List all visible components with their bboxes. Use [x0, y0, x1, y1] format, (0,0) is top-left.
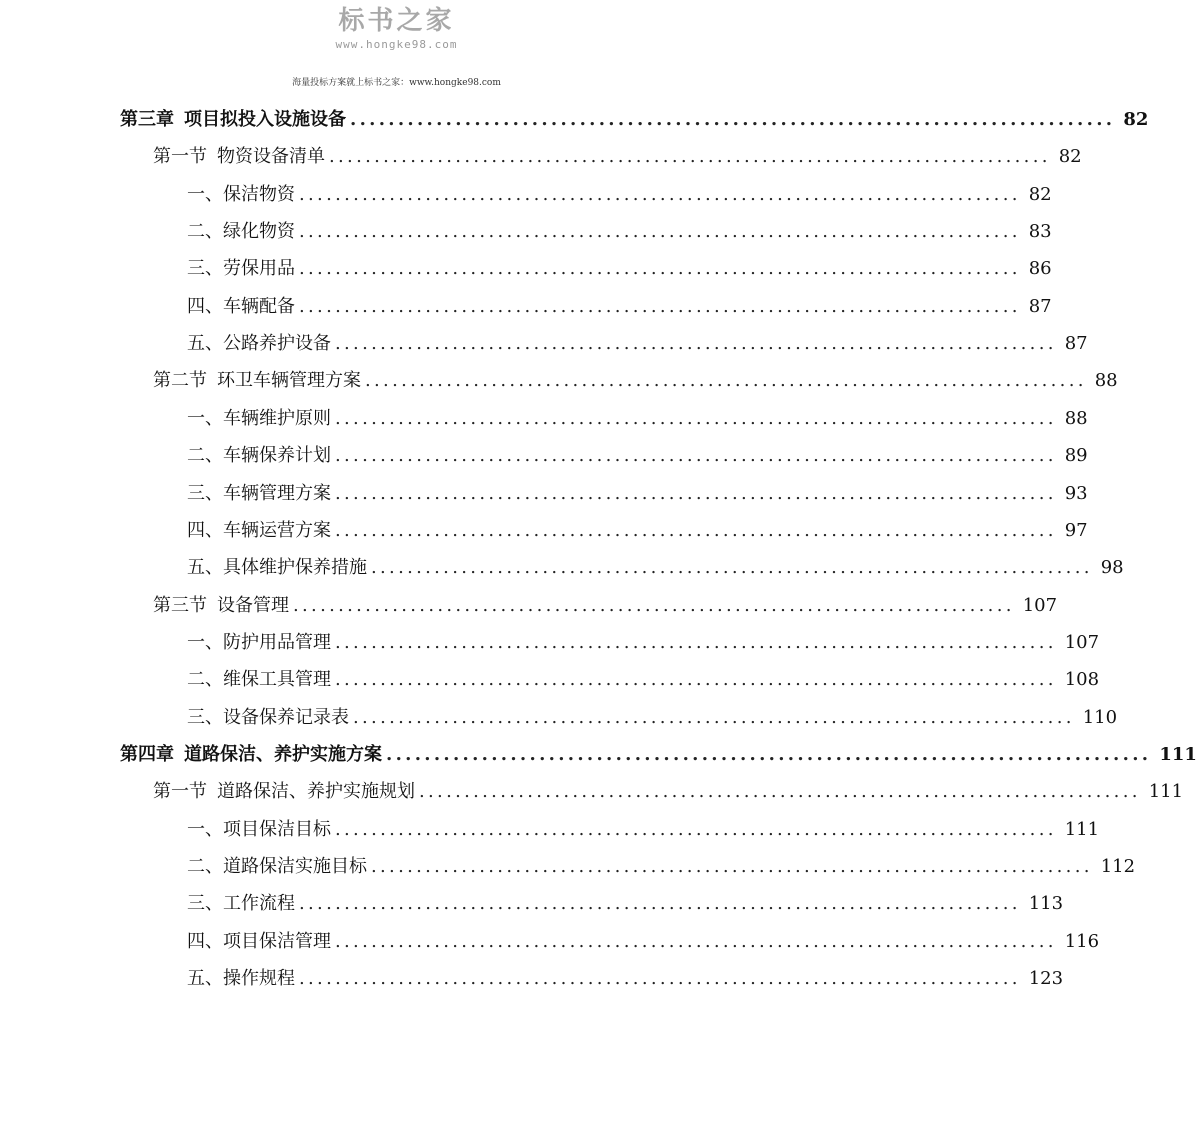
toc-dot-leader: ................................................................................: [335, 519, 1057, 541]
toc-dot-leader: ................................................................................: [299, 968, 1021, 990]
toc-dot-leader: ................................................................................: [371, 856, 1093, 877]
toc-entry-item[interactable]: [187, 213, 1052, 250]
toc-entry-title: 工作流程: [223, 893, 295, 915]
toc-entry-item[interactable]: [187, 848, 1136, 885]
toc-entry-title: 劳保用品: [223, 258, 295, 280]
toc-page-number: 98: [1100, 557, 1124, 579]
toc-entry-number: 五、: [187, 968, 223, 990]
toc-dot-leader: ................................................................................: [335, 445, 1057, 467]
toc-entry-item[interactable]: [187, 250, 1052, 287]
toc-page-number: 111: [1064, 818, 1100, 840]
toc-entry-title: 车辆管理方案: [223, 482, 331, 504]
toc-entry-title: 物资设备清单: [217, 146, 325, 168]
toc-page-number: 87: [1028, 295, 1052, 317]
toc-entry-number: 三、: [187, 258, 223, 280]
toc-page-number: 112: [1100, 856, 1136, 877]
toc-entry-chapter[interactable]: [120, 101, 1149, 138]
toc-entry-section[interactable]: [153, 362, 1118, 399]
toc-entry-section[interactable]: [153, 138, 1082, 175]
toc-entry-title: 车辆保养计划: [223, 445, 331, 467]
toc-entry-number: 二、: [187, 445, 223, 467]
toc-page-number: 82: [1123, 109, 1149, 130]
toc-entry-title: 设备管理: [217, 594, 289, 616]
toc-entry-title: 防护用品管理: [223, 631, 331, 653]
toc-entry-item[interactable]: [187, 475, 1088, 512]
toc-entry-number: 第三节: [153, 594, 207, 616]
toc-dot-leader: ................................................................................: [299, 258, 1021, 280]
toc-entry-item[interactable]: [187, 699, 1118, 736]
toc-entry-item[interactable]: [187, 437, 1088, 474]
toc-entry-title: 保洁物资: [223, 183, 295, 205]
toc-dot-leader: ................................................................................: [365, 370, 1087, 392]
toc-entry-title: 道路保洁实施目标: [223, 856, 367, 877]
toc-dot-leader: ................................................................................: [299, 295, 1021, 317]
toc-dot-leader: ................................................................................: [299, 893, 1021, 915]
toc-entry-section[interactable]: [153, 773, 1184, 810]
toc-entry-number: 五、: [187, 557, 223, 579]
toc-entry-title: 车辆运营方案: [223, 519, 331, 541]
toc-entry-number: 五、: [187, 333, 223, 355]
toc-entry-number: 第三章: [120, 109, 174, 130]
toc-entry-number: 第一节: [153, 781, 207, 803]
toc-entry-item[interactable]: [187, 661, 1100, 698]
toc-entry-number: 二、: [187, 221, 223, 243]
toc-entry-title: 项目保洁目标: [223, 818, 331, 840]
logo-name: 标书之家: [338, 6, 455, 36]
toc-page-number: 123: [1028, 968, 1064, 990]
toc-entry-item[interactable]: [187, 960, 1064, 997]
toc-entry-number: 二、: [187, 669, 223, 691]
site-logo: [0, 6, 793, 52]
toc-entry-item[interactable]: [187, 624, 1100, 661]
toc-entry-number: 一、: [187, 183, 223, 205]
toc-entry-number: 二、: [187, 856, 223, 877]
toc-dot-leader: ................................................................................: [353, 706, 1075, 728]
toc-page-number: 110: [1082, 706, 1118, 728]
toc-page-number: 107: [1064, 631, 1100, 653]
toc-entry-title: 道路保洁、养护实施规划: [217, 781, 415, 803]
toc-page-number: 83: [1028, 221, 1052, 243]
toc-page-number: 107: [1022, 594, 1058, 616]
toc-entry-item[interactable]: [187, 176, 1052, 213]
toc-dot-leader: ................................................................................: [335, 669, 1057, 691]
toc-page-number: 88: [1094, 370, 1118, 392]
toc-dot-leader: ................................................................................: [329, 146, 1051, 168]
toc-dot-leader: ................................................................................: [335, 631, 1057, 653]
toc-entry-title: 环卫车辆管理方案: [217, 370, 361, 392]
toc-entry-item[interactable]: [187, 512, 1088, 549]
toc-entry-title: 车辆维护原则: [223, 407, 331, 429]
toc-entry-item[interactable]: [187, 885, 1064, 922]
toc-page-number: 82: [1058, 146, 1082, 168]
logo-url: www.hongke98.com: [335, 38, 458, 51]
toc-dot-leader: ................................................................................: [293, 594, 1015, 616]
toc-entry-number: 四、: [187, 295, 223, 317]
toc-page-number: 87: [1064, 333, 1088, 355]
toc-entry-chapter[interactable]: [120, 736, 1197, 773]
toc-entry-number: 第四章: [120, 743, 174, 765]
toc-entry-number: 三、: [187, 893, 223, 915]
toc-dot-leader: ................................................................................: [386, 743, 1152, 765]
toc-entry-number: 一、: [187, 407, 223, 429]
toc-page-number: 93: [1064, 482, 1088, 504]
toc-dot-leader: ................................................................................: [335, 333, 1057, 355]
toc-entry-title: 车辆配备: [223, 295, 295, 317]
toc-page-number: 89: [1064, 445, 1088, 467]
toc-entry-title: 设备保养记录表: [223, 706, 349, 728]
toc-dot-leader: ................................................................................: [335, 930, 1057, 952]
toc-entry-item[interactable]: [187, 400, 1088, 437]
toc-dot-leader: ................................................................................: [335, 818, 1057, 840]
toc-entry-number: 一、: [187, 631, 223, 653]
toc-entry-item[interactable]: [187, 923, 1100, 960]
toc-dot-leader: ................................................................................: [299, 183, 1021, 205]
toc-dot-leader: ................................................................................: [299, 221, 1021, 243]
toc-page-number: 88: [1064, 407, 1088, 429]
toc-page-number: 97: [1064, 519, 1088, 541]
toc-entry-item[interactable]: [187, 549, 1124, 586]
toc-page-number: 108: [1064, 669, 1100, 691]
toc-entry-title: 项目拟投入设施设备: [184, 109, 346, 130]
toc-dot-leader: ................................................................................: [371, 557, 1093, 579]
toc-entry-title: 绿化物资: [223, 221, 295, 243]
toc-entry-title: 具体维护保养措施: [223, 557, 367, 579]
toc-entry-title: 公路养护设备: [223, 333, 331, 355]
toc-entry-section[interactable]: [153, 587, 1058, 624]
toc-entry-item[interactable]: [187, 288, 1052, 325]
toc-dot-leader: ................................................................................: [350, 109, 1116, 130]
toc-entry-item[interactable]: [187, 325, 1088, 362]
toc-dot-leader: ................................................................................: [335, 482, 1057, 504]
toc-entry-number: 三、: [187, 482, 223, 504]
toc-page-number: 82: [1028, 183, 1052, 205]
toc-entry-number: 四、: [187, 519, 223, 541]
toc-page-number: 111: [1148, 781, 1184, 803]
toc-dot-leader: ................................................................................: [335, 407, 1057, 429]
toc-entry-number: 第二节: [153, 370, 207, 392]
toc-entry-number: 三、: [187, 706, 223, 728]
toc-entry-title: 维保工具管理: [223, 669, 331, 691]
toc-page-number: 86: [1028, 258, 1052, 280]
toc-entry-title: 道路保洁、养护实施方案: [184, 743, 382, 765]
toc-entry-item[interactable]: [187, 811, 1100, 848]
toc-entry-title: 操作规程: [223, 968, 295, 990]
toc-entry-number: 一、: [187, 818, 223, 840]
toc-entry-number: 第一节: [153, 146, 207, 168]
toc-page-number: 116: [1064, 930, 1100, 952]
toc-entry-number: 四、: [187, 930, 223, 952]
toc-page-number: 113: [1028, 893, 1064, 915]
toc-entry-title: 项目保洁管理: [223, 930, 331, 952]
toc-page-number: 111: [1159, 743, 1197, 765]
toc-dot-leader: ................................................................................: [419, 781, 1141, 803]
header-note: 海量投标方案就上标书之家：www.hongke98.com: [292, 78, 501, 88]
